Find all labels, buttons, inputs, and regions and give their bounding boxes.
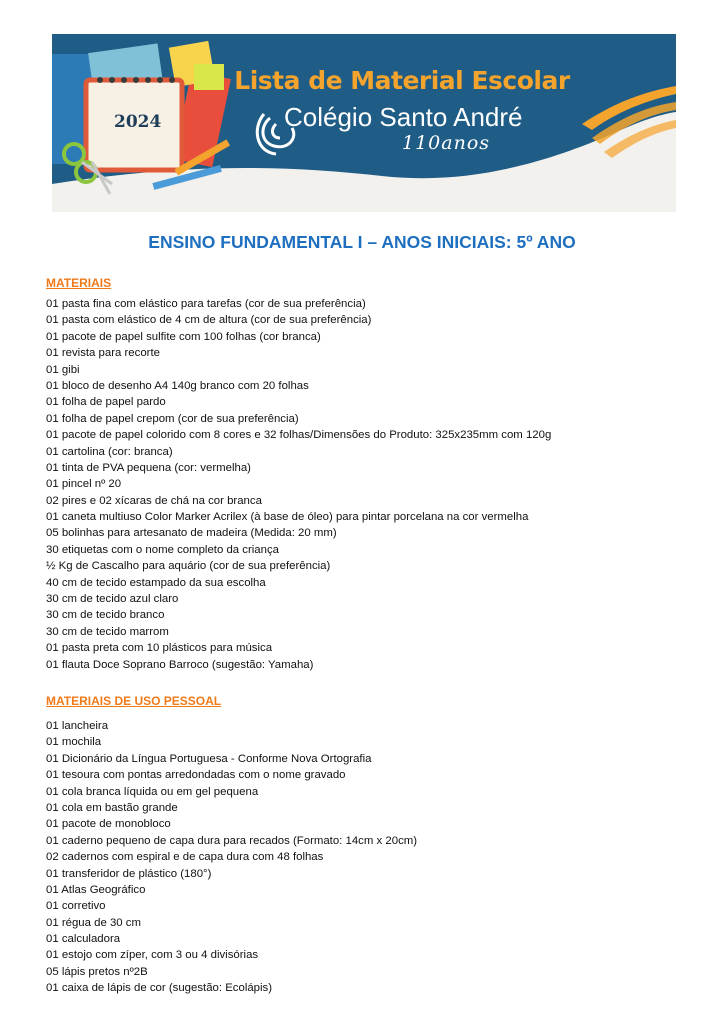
- list-item: 01 pasta com elástico de 4 cm de altura (cor de sua preferência): [46, 314, 372, 327]
- list-item: 01 cartolina (cor: branca): [46, 445, 173, 458]
- school-name: Colégio Santo André: [284, 102, 523, 132]
- list-item: 01 pincel nº 20: [46, 478, 122, 491]
- list-item: 01 pacote de papel colorido com 8 cores e 32 folhas/Dimensões do Produto: 325x235mm com 120g: [46, 429, 552, 442]
- calendar-year: 2024: [114, 112, 162, 132]
- list-item: 01 pasta preta com 10 plásticos para música: [46, 642, 273, 655]
- list-item: 01 lancheira: [46, 720, 109, 732]
- page-title: ENSINO FUNDAMENTAL I – ANOS INICIAIS: 5º ANO: [148, 232, 576, 252]
- list-item: 01 tesoura com pontas arredondadas com o nome gravado: [46, 769, 346, 782]
- section-heading-materiais: MATERIAIS: [46, 276, 112, 290]
- list-item: 01 calculadora: [46, 933, 121, 946]
- list-item: 02 pires e 02 xícaras de chá na cor branca: [46, 494, 262, 507]
- list-item: ½ Kg de Cascalho para aquário (cor de sua preferência): [46, 560, 331, 573]
- list-item: 01 transferidor de plástico (180°): [46, 867, 212, 880]
- list-item: 01 estojo com zíper, com 3 ou 4 divisórias: [46, 949, 259, 962]
- list-item: 01 régua de 30 cm: [46, 916, 141, 929]
- list-item: 01 pacote de monobloco: [46, 818, 171, 831]
- list-item: 01 pasta fina com elástico para tarefas (cor de sua preferência): [46, 298, 366, 310]
- list-item: 01 mochila: [46, 736, 102, 749]
- list-item: 01 pacote de papel sulfite com 100 folhas (cor branca): [46, 330, 321, 343]
- list-item: 01 folha de papel crepom (cor de sua preferência): [46, 412, 299, 425]
- list-item: 01 Dicionário da Língua Portuguesa - Conforme Nova Ortografia: [46, 752, 372, 765]
- list-item: 30 cm de tecido branco: [46, 609, 165, 622]
- list-item: 01 cola em bastão grande: [46, 801, 178, 814]
- list-item: 30 cm de tecido azul claro: [46, 593, 179, 606]
- anniversary-label: 110anos: [402, 132, 491, 154]
- list-item: 01 revista para recorte: [46, 347, 160, 360]
- list-item: 01 gibi: [46, 363, 80, 376]
- list-item: 01 caderno pequeno de capa dura para recados (Formato: 14cm x 20cm): [46, 834, 418, 847]
- list-item: 01 tinta de PVA pequena (cor: vermelha): [46, 461, 251, 474]
- list-item: 01 flauta Doce Soprano Barroco (sugestão: Yamaha): [46, 658, 314, 671]
- personal-materials-list: [46, 718, 417, 997]
- banner-title: Lista de Material Escolar: [234, 66, 570, 95]
- list-item: 30 etiquetas com o nome completo da criança: [46, 543, 280, 556]
- list-item: 01 folha de papel pardo: [46, 396, 166, 409]
- list-item: 01 caneta multiuso Color Marker Acrilex (à base de óleo) para pintar porcelana na cor vermelha: [46, 511, 529, 524]
- list-item: 01 caixa de lápis de cor (sugestão: Ecolápis): [46, 982, 273, 995]
- list-item: 01 Atlas Geográfico: [46, 883, 146, 896]
- list-item: 30 cm de tecido marrom: [46, 625, 169, 638]
- list-item: 40 cm de tecido estampado da sua escolha: [46, 576, 266, 589]
- header-banner: [52, 34, 676, 212]
- list-item: 01 corretivo: [46, 900, 106, 913]
- list-item: 05 lápis pretos nº2B: [46, 965, 148, 978]
- materials-list: [46, 296, 551, 673]
- list-item: 05 bolinhas para artesanato de madeira (Medida: 20 mm): [46, 527, 337, 540]
- list-item: 01 bloco de desenho A4 140g branco com 20 folhas: [46, 379, 309, 392]
- section-heading-uso-pessoal: MATERIAIS DE USO PESSOAL: [46, 694, 222, 708]
- list-item: 01 cola branca líquida ou em gel pequena: [46, 785, 259, 798]
- list-item: 02 cadernos com espiral e de capa dura com 48 folhas: [46, 851, 324, 864]
